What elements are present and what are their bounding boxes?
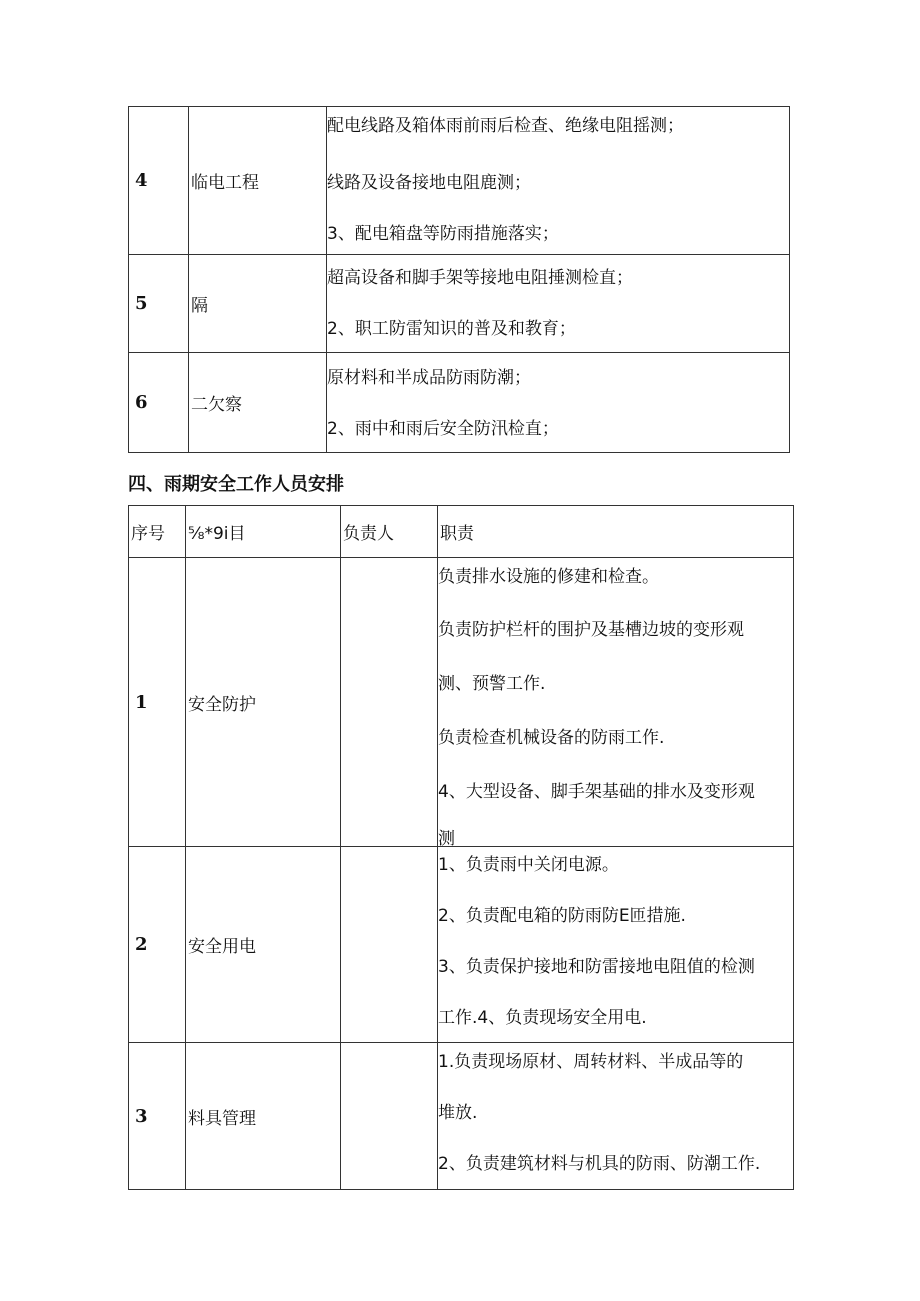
table-row (129, 847, 794, 1043)
row-duties (438, 847, 794, 1043)
row-duties (438, 1043, 794, 1190)
row-name: 隔 (189, 255, 327, 353)
row-duties (438, 558, 794, 847)
item-text: 2、职工防雷知识的普及和教育； (327, 319, 576, 339)
row-number: 3 (129, 1043, 186, 1190)
row-number: 6 (129, 353, 189, 453)
row-name: 二欠察 (189, 353, 327, 453)
duty-text: 1.负责现场原材、周转材料、半成品等的 (438, 1052, 744, 1072)
item-text: 原材料和半成品防雨防潮； (327, 368, 531, 388)
row-number: 4 (129, 107, 189, 255)
row-number: 1 (129, 558, 186, 847)
duty-text: 负责检查机械设备的防雨工作. (438, 728, 665, 748)
row-item: 料具管理 (186, 1043, 341, 1190)
table-row (129, 255, 790, 353)
row-name: 临电工程 (189, 107, 327, 255)
row-items (327, 353, 790, 453)
row-items (327, 107, 790, 255)
row-person (341, 558, 438, 847)
duty-text: 3、负责保护接地和防雷接地电阻值的检测 (438, 957, 755, 977)
duty-text: 测 (438, 829, 455, 846)
item-text: 线路及设备接地电阻鹿测； (327, 173, 531, 193)
row-number: 5 (129, 255, 189, 353)
header-row (129, 506, 794, 558)
table-row (129, 107, 790, 255)
header-cell: 序号 (129, 506, 186, 558)
table-row (129, 353, 790, 453)
row-item: 安全用电 (186, 847, 341, 1043)
duty-text: 2、负责配电箱的防雨防E匝措施. (438, 906, 686, 926)
duty-text: 测、预警工作. (438, 674, 546, 694)
table-row (129, 558, 794, 847)
header-cell: 负责人 (341, 506, 438, 558)
row-items (327, 255, 790, 353)
staff-table (128, 505, 794, 1190)
duty-text: 负责防护栏杆的围护及基槽边坡的变形观 (438, 620, 744, 640)
section-heading: 四、雨期安全工作人员安排 (128, 474, 344, 495)
item-text: 3、配电箱盘等防雨措施落实； (327, 224, 559, 244)
duty-text: 负责排水设施的修建和检查。 (438, 567, 659, 587)
header-cell: ⅝*9i目 (186, 506, 341, 558)
duty-text: 4、大型设备、脚手架基础的排水及变形观 (438, 782, 755, 802)
duty-text: 堆放. (438, 1103, 478, 1123)
item-text: 超高设备和脚手架等接地电阻捶测检直； (327, 268, 633, 288)
duty-text: 1、负责雨中关闭电源。 (438, 855, 619, 875)
row-person (341, 847, 438, 1043)
item-text: 2、雨中和雨后安全防汛检直； (327, 419, 559, 439)
row-person (341, 1043, 438, 1190)
row-item: 安全防护 (186, 558, 341, 847)
inspection-table (128, 106, 790, 453)
row-number: 2 (129, 847, 186, 1043)
table-row (129, 1043, 794, 1190)
item-text: 配电线路及箱体雨前雨后检查、绝缘电阻摇测； (327, 116, 684, 136)
header-cell: 职责 (438, 506, 794, 558)
duty-text: 2、负责建筑材料与机具的防雨、防潮工作. (438, 1154, 761, 1174)
duties-wrapper (438, 558, 793, 846)
duty-text: 工作.4、负责现场安全用电. (438, 1008, 647, 1028)
